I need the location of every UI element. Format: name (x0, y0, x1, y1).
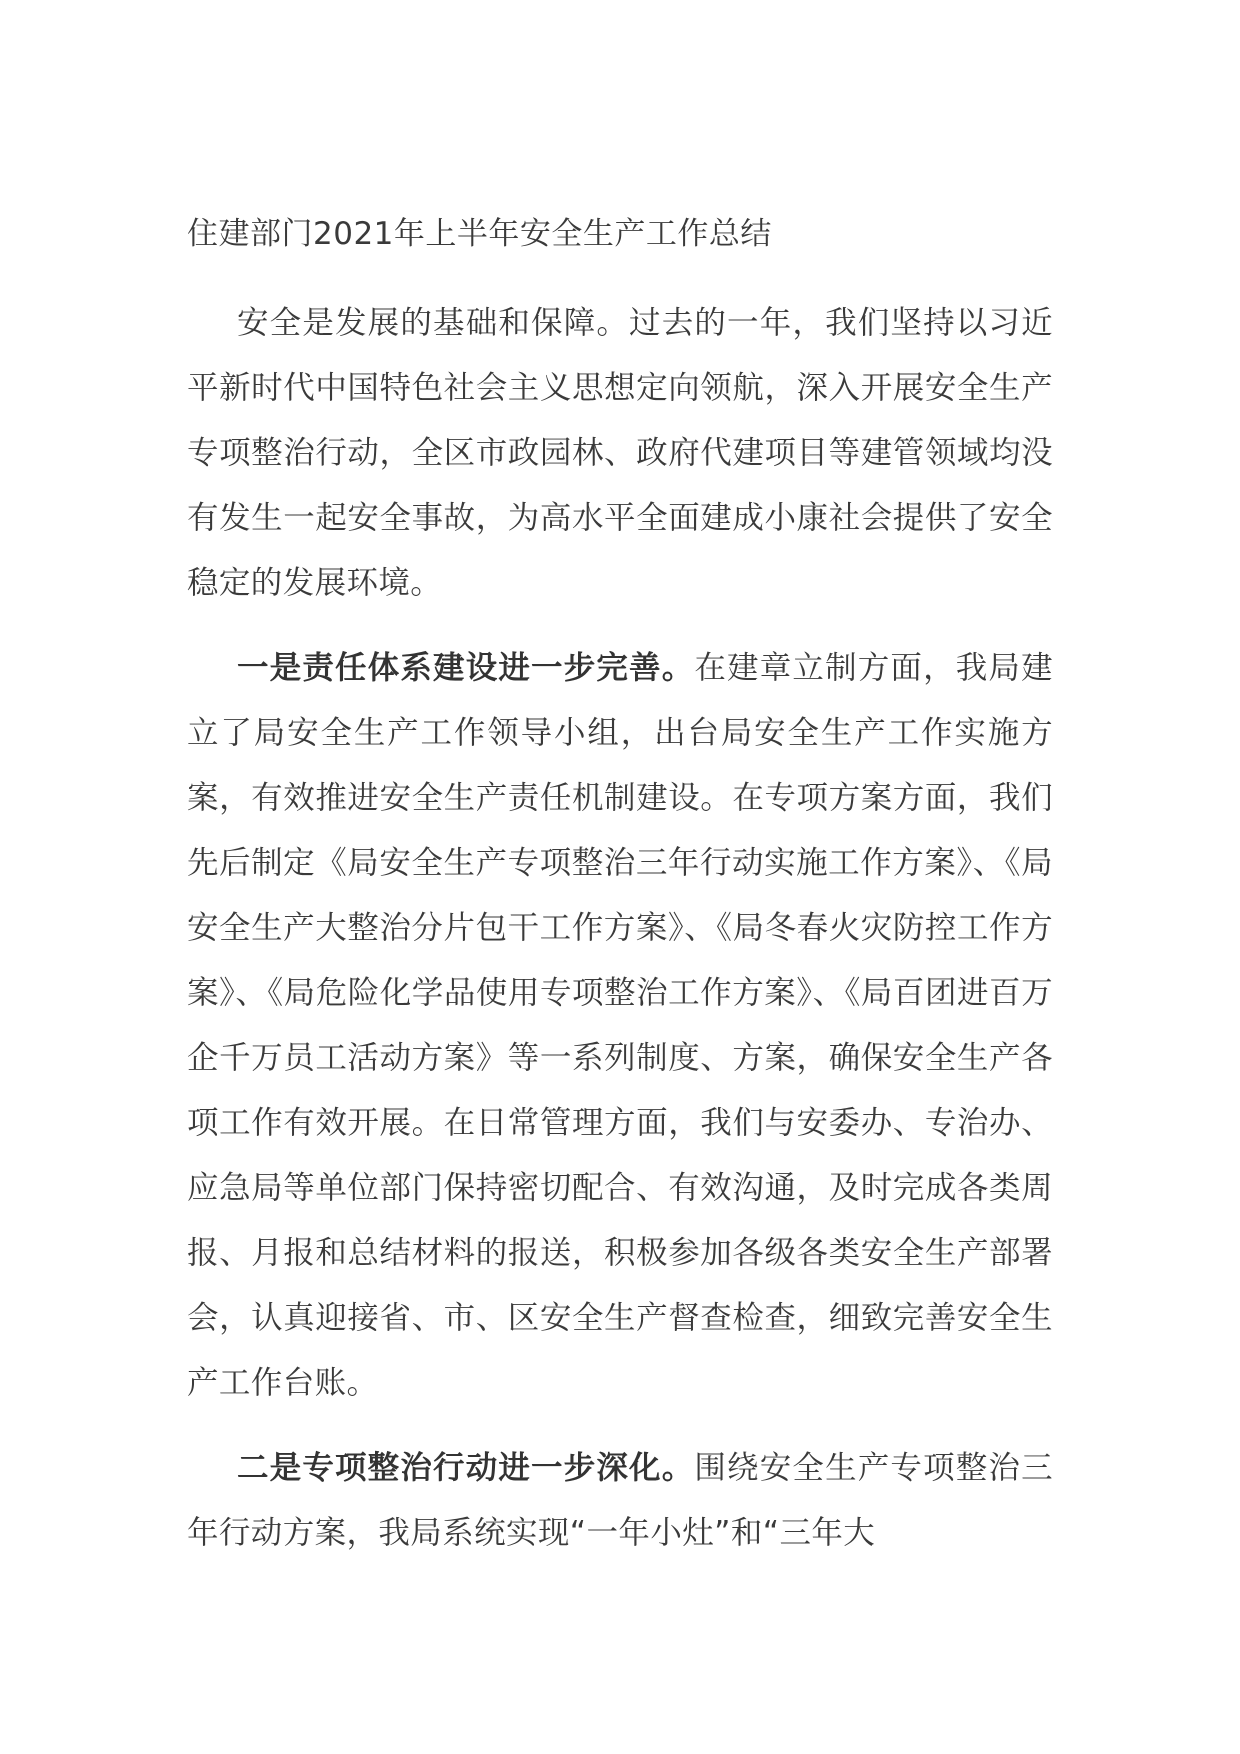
document-body (187, 291, 1053, 1586)
paragraph-intro (187, 291, 1053, 616)
paragraph-responsibility-system (187, 636, 1053, 1416)
paragraph-lead-heading: 二是专项整治行动进一步深化。 (237, 1450, 695, 1486)
paragraph-lead-heading: 一是责任体系建设进一步完善。 (237, 650, 695, 686)
paragraph-text: 在建章立制方面，我局建立了局安全生产工作领导小组，出台局安全生产工作实施方案，有效推进安全生产责任机制建设。在专项方案方面，我们先后制定《局安全生产专项整治三年行动实施工作方案》、《局安全生产大整治分片包干工作方案》、《局冬春火灾防控工作方案》、《局危险化学品使用专项整治工作方案》、《局百团进百万企千万员工活动方案》等一系列制度、方案，确保安全生产各项工作有效开展。在日常管理方面，我们与安委办、专治办、应急局等单位部门保持密切配合、有效沟通，及时完成各类周报、月报和总结材料的报送，积极参加各级各类安全生产部署会，认真迎接省、市、区安全生产督查检查，细致完善安全生产工作台账。 (187, 650, 1053, 1401)
paragraph-intro-text: 安全是发展的基础和保障。过去的一年，我们坚持以习近平新时代中国特色社会主义思想定向领航，深入开展安全生产专项整治行动，全区市政园林、政府代建项目等建管领域均没有发生一起安全事故，为高水平全面建成小康社会提供了安全稳定的发展环境。 (187, 305, 1053, 601)
document-title: 住建部门2021年上半年安全生产工作总结 (187, 216, 772, 252)
paragraph-special-rectification (187, 1436, 1053, 1566)
paragraph-text: 围绕安全生产专项整治三年行动方案，我局系统实现“一年小灶”和“三年大 (187, 1450, 1053, 1551)
